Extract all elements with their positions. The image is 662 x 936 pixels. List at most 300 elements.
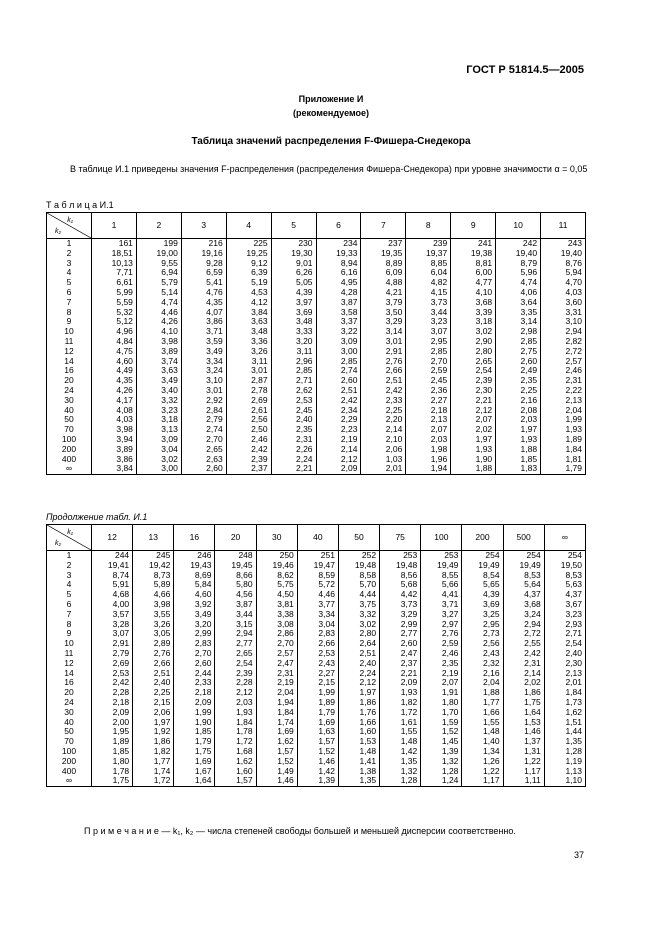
table-cell: 2,76 xyxy=(361,357,406,367)
table-cell: 2,60 xyxy=(181,464,226,474)
table-cell: 1,53 xyxy=(503,718,544,728)
table-cell: 1,78 xyxy=(215,727,256,737)
table-cell: 2,85 xyxy=(271,366,316,376)
table-cell: 1,92 xyxy=(133,727,174,737)
table-cell: 2,01 xyxy=(361,464,406,474)
table-cell: 1,31 xyxy=(503,747,544,757)
table-cell: 19,33 xyxy=(316,249,361,259)
table-cell: 5,80 xyxy=(215,580,256,590)
table-cell: 2,13 xyxy=(541,396,586,406)
table-cell: 2,82 xyxy=(541,337,586,347)
table-cell: 3,98 xyxy=(92,425,137,435)
table-cell: 2,77 xyxy=(215,639,256,649)
table-cell: 3,32 xyxy=(136,396,181,406)
table-cell: 1,52 xyxy=(256,757,297,767)
table-cell: 1,22 xyxy=(503,757,544,767)
table-cell: 1,72 xyxy=(215,737,256,747)
column-header: 200 xyxy=(462,525,503,551)
table-cell: 2,00 xyxy=(92,718,133,728)
row-header-k2: 4 xyxy=(47,580,92,590)
table-cell: 2,70 xyxy=(174,649,215,659)
table-cell: 3,02 xyxy=(136,455,181,465)
table-cell: 2,97 xyxy=(421,620,462,630)
table-cell: 2,30 xyxy=(544,659,585,669)
table-cell: 254 xyxy=(544,551,585,561)
table-cell: 5,96 xyxy=(496,268,541,278)
table-cell: 2,31 xyxy=(271,435,316,445)
table-cell: 2,51 xyxy=(133,669,174,679)
table-cell: 2,30 xyxy=(451,386,496,396)
table-cell: 4,39 xyxy=(271,288,316,298)
row-header-k2: 50 xyxy=(47,727,92,737)
table-cell: 2,90 xyxy=(451,337,496,347)
table-cell: 4,53 xyxy=(226,288,271,298)
table-cell: 2,39 xyxy=(215,669,256,679)
table-cell: 1,81 xyxy=(541,455,586,465)
table-cell: 216 xyxy=(181,239,226,249)
table-cell: 4,46 xyxy=(297,590,338,600)
table-cell: 5,12 xyxy=(92,317,137,327)
table-cell: 8,66 xyxy=(215,571,256,581)
table-cell: 2,04 xyxy=(541,406,586,416)
table-cell: 2,72 xyxy=(541,347,586,357)
table-cell: 5,68 xyxy=(380,580,421,590)
table-cell: 5,89 xyxy=(133,580,174,590)
table-cell: 8,53 xyxy=(544,571,585,581)
table-cell: 1,95 xyxy=(92,727,133,737)
row-header-k2: 10 xyxy=(47,327,92,337)
table-cell: 2,75 xyxy=(496,347,541,357)
table-cell: 2,43 xyxy=(297,659,338,669)
table-cell: 5,64 xyxy=(503,580,544,590)
table-cell: 1,75 xyxy=(174,747,215,757)
table-cell: 2,26 xyxy=(271,445,316,455)
table-cell: 6,61 xyxy=(92,278,137,288)
table-cell: 6,94 xyxy=(136,268,181,278)
table-cell: 1,79 xyxy=(297,708,338,718)
table-cell: 2,24 xyxy=(271,455,316,465)
table-cell: 1,82 xyxy=(380,698,421,708)
table-cell: 3,89 xyxy=(92,445,137,455)
table-cell: 3,69 xyxy=(462,600,503,610)
table-cell: 1,22 xyxy=(462,767,503,777)
table-cell: 3,09 xyxy=(136,435,181,445)
table-cell: 8,56 xyxy=(380,571,421,581)
table-cell: 3,23 xyxy=(406,317,451,327)
table-cell: 2,50 xyxy=(226,425,271,435)
table-cell: 3,57 xyxy=(92,610,133,620)
table-cell: 4,41 xyxy=(421,590,462,600)
table-cell: 3,08 xyxy=(256,620,297,630)
table-note: П р и м е ч а н и е — k₁, k₂ — числа степеней свободы большей и меньшей дисперсии соответственно. xyxy=(84,826,516,836)
table-cell: 2,57 xyxy=(541,357,586,367)
table-cell: 8,59 xyxy=(297,571,338,581)
table-cell: 2,06 xyxy=(361,445,406,455)
column-header: 30 xyxy=(256,525,297,551)
table2-label: Продолжение табл. И.1 xyxy=(46,512,148,522)
table-cell: 4,50 xyxy=(256,590,297,600)
table-cell: 19,40 xyxy=(496,249,541,259)
table-cell: 2,62 xyxy=(271,386,316,396)
table-cell: 3,48 xyxy=(271,317,316,327)
table-cell: 1,93 xyxy=(451,445,496,455)
table-cell: 2,29 xyxy=(316,415,361,425)
table-cell: 4,95 xyxy=(316,278,361,288)
table-cell: 1,66 xyxy=(338,718,379,728)
table-cell: 1,89 xyxy=(92,737,133,747)
table-cell: 2,45 xyxy=(406,376,451,386)
table-cell: 3,44 xyxy=(215,610,256,620)
table-cell: 2,76 xyxy=(133,649,174,659)
table-cell: 1,96 xyxy=(406,455,451,465)
f-table-part2 xyxy=(46,524,586,787)
table-cell: 2,19 xyxy=(256,678,297,688)
table-cell: 1,55 xyxy=(380,727,421,737)
table-cell: 244 xyxy=(92,551,133,561)
table-cell: 1,62 xyxy=(215,757,256,767)
table-cell: 2,37 xyxy=(226,464,271,474)
table-cell: 2,28 xyxy=(215,678,256,688)
table-cell: 4,10 xyxy=(451,288,496,298)
column-header: 4 xyxy=(226,213,271,239)
row-header-k2: 100 xyxy=(47,435,92,445)
row-header-k2: 1 xyxy=(47,551,92,561)
table-cell: 3,79 xyxy=(361,298,406,308)
table-cell: 2,27 xyxy=(406,396,451,406)
table-cell: 9,28 xyxy=(181,259,226,269)
table-cell: 3,13 xyxy=(136,425,181,435)
table-cell: 1,86 xyxy=(338,698,379,708)
table-cell: 5,14 xyxy=(136,288,181,298)
table-cell: 3,71 xyxy=(421,600,462,610)
table-cell: 8,58 xyxy=(338,571,379,581)
table-cell: 1,74 xyxy=(133,767,174,777)
table-cell: 1,57 xyxy=(215,776,256,786)
table-cell: 2,59 xyxy=(421,639,462,649)
table-cell: 9,55 xyxy=(136,259,181,269)
table-cell: 2,32 xyxy=(462,659,503,669)
table-cell: 4,42 xyxy=(380,590,421,600)
table-cell: 1,99 xyxy=(174,708,215,718)
table-cell: 4,49 xyxy=(92,366,137,376)
table-cell: 2,09 xyxy=(174,698,215,708)
table-cell: 1,77 xyxy=(462,698,503,708)
table-cell: 2,72 xyxy=(503,629,544,639)
row-header-k2: 11 xyxy=(47,337,92,347)
table-cell: 2,09 xyxy=(92,708,133,718)
table-cell: 2,83 xyxy=(297,629,338,639)
table-cell: 2,54 xyxy=(451,366,496,376)
table-cell: 2,64 xyxy=(338,639,379,649)
table-cell: 18,51 xyxy=(92,249,137,259)
table-cell: 1,34 xyxy=(462,747,503,757)
table-cell: 1,91 xyxy=(421,688,462,698)
table-cell: 3,26 xyxy=(226,347,271,357)
row-header-k2: 3 xyxy=(47,259,92,269)
table-cell: 8,81 xyxy=(451,259,496,269)
table-cell: 1,94 xyxy=(256,698,297,708)
table-cell: 5,91 xyxy=(92,580,133,590)
table-cell: 4,26 xyxy=(136,317,181,327)
table-cell: 1,99 xyxy=(297,688,338,698)
table-cell: 2,12 xyxy=(316,455,361,465)
table-cell: 2,45 xyxy=(271,406,316,416)
table-cell: 2,15 xyxy=(133,698,174,708)
table-cell: 1,93 xyxy=(541,425,586,435)
row-header-k2: 50 xyxy=(47,415,92,425)
table-cell: 1,46 xyxy=(297,757,338,767)
table-cell: 2,18 xyxy=(406,406,451,416)
column-header: 40 xyxy=(297,525,338,551)
table-cell: 4,68 xyxy=(92,590,133,600)
table-cell: 2,55 xyxy=(503,639,544,649)
table-cell: 2,60 xyxy=(174,659,215,669)
table-cell: 3,14 xyxy=(496,317,541,327)
table-cell: 1,90 xyxy=(174,718,215,728)
table-cell: 2,21 xyxy=(451,396,496,406)
table-cell: 3,33 xyxy=(271,327,316,337)
table-cell: 1,38 xyxy=(338,767,379,777)
table-cell: 5,63 xyxy=(544,580,585,590)
table-cell: 4,77 xyxy=(451,278,496,288)
table-cell: 1,10 xyxy=(544,776,585,786)
table-cell: 3,18 xyxy=(136,415,181,425)
column-header: 5 xyxy=(271,213,316,239)
table-cell: 2,70 xyxy=(406,357,451,367)
table-cell: 2,19 xyxy=(421,669,462,679)
column-header: 10 xyxy=(496,213,541,239)
table-cell: 2,33 xyxy=(361,396,406,406)
table-cell: 2,35 xyxy=(496,376,541,386)
table-cell: 5,75 xyxy=(256,580,297,590)
table-cell: 3,11 xyxy=(226,357,271,367)
table-cell: 10,13 xyxy=(92,259,137,269)
table-cell: 2,95 xyxy=(462,620,503,630)
table-cell: 1,17 xyxy=(503,767,544,777)
table-cell: 1,24 xyxy=(421,776,462,786)
table-cell: 3,04 xyxy=(136,445,181,455)
table-cell: 2,57 xyxy=(256,649,297,659)
table-cell: 253 xyxy=(380,551,421,561)
appendix-heading xyxy=(0,92,662,120)
table-cell: 4,96 xyxy=(92,327,137,337)
table-cell: 4,06 xyxy=(496,288,541,298)
table-cell: 19,38 xyxy=(451,249,496,259)
table-cell: 5,41 xyxy=(181,278,226,288)
table-cell: 2,77 xyxy=(380,629,421,639)
table-cell: 2,42 xyxy=(316,396,361,406)
row-header-k2: 70 xyxy=(47,737,92,747)
k2-label: k₂ xyxy=(55,540,62,547)
table-cell: 2,40 xyxy=(338,659,379,669)
column-header: 500 xyxy=(503,525,544,551)
row-header-k2: 8 xyxy=(47,620,92,630)
table-cell: 19,40 xyxy=(541,249,586,259)
table-cell: 1,35 xyxy=(338,776,379,786)
table-cell: 1,63 xyxy=(297,727,338,737)
table-cell: 5,94 xyxy=(541,268,586,278)
table-cell: 3,73 xyxy=(406,298,451,308)
table-cell: 3,84 xyxy=(226,308,271,318)
table-cell: 2,15 xyxy=(297,678,338,688)
table-cell: 8,69 xyxy=(174,571,215,581)
table-cell: 4,08 xyxy=(92,406,137,416)
table-cell: 3,75 xyxy=(338,600,379,610)
table-cell: 19,16 xyxy=(181,249,226,259)
table-cell: 3,74 xyxy=(136,357,181,367)
row-header-k2: 14 xyxy=(47,357,92,367)
table-cell: 19,25 xyxy=(226,249,271,259)
table-cell: 4,74 xyxy=(136,298,181,308)
table-cell: 1,79 xyxy=(174,737,215,747)
column-header: 50 xyxy=(338,525,379,551)
table-cell: 2,83 xyxy=(174,639,215,649)
column-header: 12 xyxy=(92,525,133,551)
table-cell: 2,09 xyxy=(316,464,361,474)
column-header: 1 xyxy=(92,213,137,239)
row-header-k2: ∞ xyxy=(47,464,92,474)
table-cell: 2,69 xyxy=(226,396,271,406)
table-cell: 19,41 xyxy=(92,561,133,571)
table-cell: 3,92 xyxy=(174,600,215,610)
table-cell: 1,73 xyxy=(544,698,585,708)
table-cell: 3,24 xyxy=(503,610,544,620)
table-cell: 4,37 xyxy=(503,590,544,600)
table-cell: 3,31 xyxy=(541,308,586,318)
table-cell: 2,85 xyxy=(496,337,541,347)
table-cell: 1,85 xyxy=(174,727,215,737)
table-cell: 4,82 xyxy=(406,278,451,288)
table-cell: 2,66 xyxy=(297,639,338,649)
table-cell: 254 xyxy=(503,551,544,561)
table-cell: 3,27 xyxy=(421,610,462,620)
table-cell: 1,37 xyxy=(503,737,544,747)
table-cell: 8,79 xyxy=(496,259,541,269)
table-cell: 8,94 xyxy=(316,259,361,269)
table-cell: 1,62 xyxy=(544,708,585,718)
row-header-k2: 16 xyxy=(47,366,92,376)
table1-label: Т а б л и ц а И.1 xyxy=(46,200,114,210)
table-cell: 2,31 xyxy=(503,659,544,669)
table-cell: 1,62 xyxy=(256,737,297,747)
table-cell: 1,97 xyxy=(133,718,174,728)
table-cell: 3,58 xyxy=(316,308,361,318)
table-cell: 2,46 xyxy=(226,435,271,445)
table-cell: 3,01 xyxy=(181,386,226,396)
table-cell: 2,80 xyxy=(451,347,496,357)
table-cell: 1,79 xyxy=(541,464,586,474)
table-cell: 3,10 xyxy=(181,376,226,386)
row-header-k2: 6 xyxy=(47,600,92,610)
table-cell: 3,44 xyxy=(406,308,451,318)
table-cell: 4,75 xyxy=(92,347,137,357)
table-cell: 1,32 xyxy=(421,757,462,767)
table-cell: 1,13 xyxy=(544,767,585,777)
table-cell: 2,94 xyxy=(215,629,256,639)
row-header-k2: 9 xyxy=(47,317,92,327)
table-cell: 8,55 xyxy=(421,571,462,581)
table-cell: 2,46 xyxy=(421,649,462,659)
table-cell: 3,26 xyxy=(133,620,174,630)
table-cell: 3,87 xyxy=(316,298,361,308)
intro-paragraph xyxy=(46,163,588,176)
table-cell: 5,59 xyxy=(92,298,137,308)
table-cell: 2,09 xyxy=(380,678,421,688)
appendix-title: Приложение И xyxy=(298,94,364,104)
table-cell: 2,56 xyxy=(462,639,503,649)
table-cell: 4,60 xyxy=(92,357,137,367)
table-cell: 1,75 xyxy=(503,698,544,708)
table-cell: 2,51 xyxy=(338,649,379,659)
row-header-k2: 1 xyxy=(47,239,92,249)
table-cell: 4,60 xyxy=(174,590,215,600)
row-header-k2: 7 xyxy=(47,610,92,620)
table-cell: 3,32 xyxy=(338,610,379,620)
table-cell: 241 xyxy=(451,239,496,249)
table-cell: 2,03 xyxy=(406,435,451,445)
table-cell: 8,76 xyxy=(541,259,586,269)
table-cell: 2,65 xyxy=(215,649,256,659)
table-cell: 2,19 xyxy=(316,435,361,445)
table-cell: 1,69 xyxy=(174,757,215,767)
table-cell: 1,46 xyxy=(503,727,544,737)
table-cell: 3,64 xyxy=(496,298,541,308)
table-cell: 2,73 xyxy=(462,629,503,639)
table-cell: 225 xyxy=(226,239,271,249)
row-header-k2: 200 xyxy=(47,445,92,455)
table-cell: 4,70 xyxy=(541,278,586,288)
table-cell: 1,53 xyxy=(338,737,379,747)
column-header: 16 xyxy=(174,525,215,551)
f-table-part1 xyxy=(46,212,586,475)
table-cell: 3,77 xyxy=(297,600,338,610)
table-cell: 2,21 xyxy=(380,669,421,679)
table-cell: 237 xyxy=(361,239,406,249)
table-cell: 2,42 xyxy=(92,678,133,688)
k1-label: k₁ xyxy=(67,217,73,224)
table-cell: 1,94 xyxy=(406,464,451,474)
table-cell: 2,08 xyxy=(496,406,541,416)
table-cell: 2,42 xyxy=(503,649,544,659)
table-cell: 2,61 xyxy=(226,406,271,416)
intro-text: В таблице И.1 приведены значения F-распределения (распределения Фишера-Снедекора) при уровне значимости α = 0,05 xyxy=(70,164,588,174)
table-cell: 3,28 xyxy=(92,620,133,630)
table-cell: 1,51 xyxy=(544,718,585,728)
table-cell: 6,16 xyxy=(316,268,361,278)
row-header-k2: 10 xyxy=(47,639,92,649)
table-cell: 3,39 xyxy=(451,308,496,318)
table-cell: 1,60 xyxy=(338,727,379,737)
table-cell: 1,76 xyxy=(338,708,379,718)
row-header-k2: 400 xyxy=(47,455,92,465)
table-cell: 3,98 xyxy=(133,600,174,610)
table-cell: 1,85 xyxy=(496,455,541,465)
table-cell: 3,11 xyxy=(271,347,316,357)
table-cell: 4,88 xyxy=(361,278,406,288)
table-cell: 2,16 xyxy=(462,669,503,679)
column-header: ∞ xyxy=(544,525,585,551)
table-cell: 1,45 xyxy=(421,737,462,747)
table-cell: 2,42 xyxy=(226,445,271,455)
table-cell: 4,35 xyxy=(181,298,226,308)
table-cell: 245 xyxy=(133,551,174,561)
row-header-k2: 12 xyxy=(47,659,92,669)
table-heading: Таблица значений распределения F-Фишера-Снедекора xyxy=(191,136,471,147)
table-cell: 2,98 xyxy=(496,327,541,337)
table-cell: 1,68 xyxy=(215,747,256,757)
table-cell: 1,48 xyxy=(380,737,421,747)
column-header: 2 xyxy=(136,213,181,239)
